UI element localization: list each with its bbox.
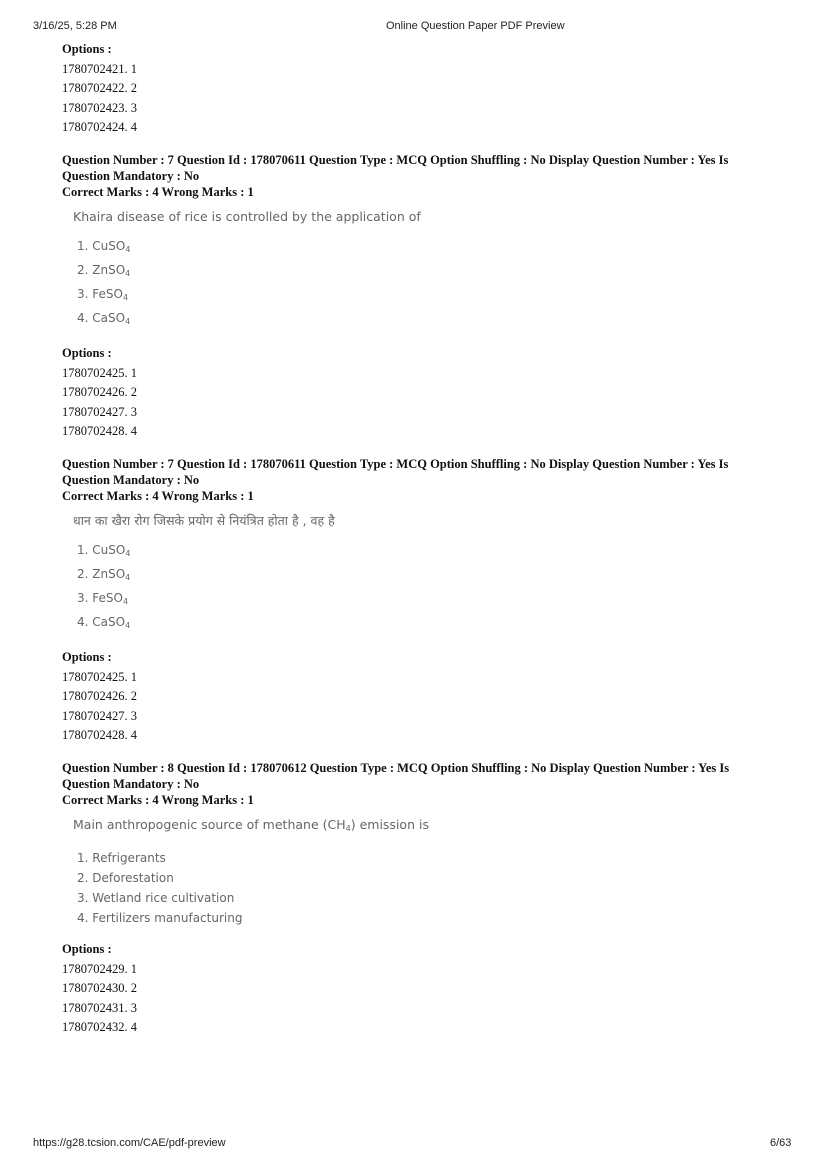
- question-mandatory-line: Question Mandatory : No: [62, 168, 200, 183]
- question-choice: 3. Wetland rice cultivation: [77, 890, 235, 905]
- question-choice: 3. FeSO$_4$: [77, 590, 129, 606]
- question-mandatory-line: Question Mandatory : No: [62, 776, 200, 791]
- question-choice: 1. CuSO$_4$: [77, 542, 131, 558]
- question-block: [62, 456, 782, 746]
- question-choice: 1. Refrigerants: [77, 850, 166, 865]
- question-stem: Khaira disease of rice is controlled by the application of: [73, 208, 421, 224]
- question-choice: 4. CaSO$_4$: [77, 614, 131, 630]
- question-choice: 2. ZnSO$_4$: [77, 566, 131, 582]
- question-image: [73, 208, 782, 332]
- options-block: [62, 40, 782, 138]
- question-choice: 1. CuSO$_4$: [77, 238, 131, 254]
- question-stem: धान का खैरा रोग जिसके प्रयोग से नियंत्रित होता है , वह है: [73, 512, 335, 528]
- question-meta-line: Question Number : 7 Question Id : 178070611 Question Type : MCQ Option Shuffling : No Display Question Number : Yes Is: [62, 456, 729, 471]
- option-id-line: 1780702421. 1: [62, 61, 137, 76]
- question-choice: 4. Fertilizers manufacturing: [77, 910, 243, 925]
- option-id-line: 1780702425. 1: [62, 365, 137, 380]
- question-meta-line: Question Number : 8 Question Id : 178070612 Question Type : MCQ Option Shuffling : No Display Question Number : Yes Is: [62, 760, 730, 775]
- question-image: [73, 816, 782, 928]
- option-id-line: 1780702428. 4: [62, 424, 137, 439]
- option-id-line: 1780702423. 3: [62, 100, 137, 115]
- question-choice: 4. CaSO$_4$: [77, 310, 131, 326]
- question-block: [62, 152, 782, 442]
- option-id-line: 1780702429. 1: [62, 961, 137, 976]
- question-marks-line: Correct Marks : 4 Wrong Marks : 1: [62, 488, 254, 503]
- question-image: [73, 512, 782, 636]
- question-paper-content: [62, 40, 782, 1038]
- question-marks-line: Correct Marks : 4 Wrong Marks : 1: [62, 792, 254, 807]
- option-id-line: 1780702428. 4: [62, 728, 137, 743]
- option-id-line: 1780702426. 2: [62, 385, 137, 400]
- question-marks-line: Correct Marks : 4 Wrong Marks : 1: [62, 184, 254, 199]
- question-meta-line: Question Number : 7 Question Id : 178070611 Question Type : MCQ Option Shuffling : No Display Question Number : Yes Is: [62, 152, 729, 167]
- question-mandatory-line: Question Mandatory : No: [62, 472, 200, 487]
- option-id-line: 1780702431. 3: [62, 1000, 137, 1015]
- page-number: 6/63: [770, 1137, 792, 1149]
- option-id-line: 1780702427. 3: [62, 708, 137, 723]
- question-block: [62, 760, 782, 1038]
- options-label: Options :: [62, 345, 112, 360]
- question-choice: 2. ZnSO$_4$: [77, 262, 131, 278]
- question-choice: 3. FeSO$_4$: [77, 286, 129, 302]
- question-choice: 2. Deforestation: [77, 870, 174, 885]
- options-label: Options :: [62, 649, 112, 664]
- option-id-line: 1780702432. 4: [62, 1020, 137, 1035]
- option-id-line: 1780702424. 4: [62, 120, 137, 135]
- option-id-line: 1780702425. 1: [62, 669, 137, 684]
- page-url: https://g28.tcsion.com/CAE/pdf-preview: [33, 1137, 226, 1149]
- print-datetime: 3/16/25, 5:28 PM: [33, 20, 117, 32]
- option-id-line: 1780702422. 2: [62, 81, 137, 96]
- option-id-line: 1780702430. 2: [62, 981, 137, 996]
- page-header-title: Online Question Paper PDF Preview: [386, 20, 565, 32]
- question-stem: Main anthropogenic source of methane $(CH_4)$ emission is: [73, 816, 429, 833]
- option-id-line: 1780702426. 2: [62, 689, 137, 704]
- options-label: Options :: [62, 42, 112, 56]
- options-label: Options :: [62, 941, 112, 956]
- option-id-line: 1780702427. 3: [62, 404, 137, 419]
